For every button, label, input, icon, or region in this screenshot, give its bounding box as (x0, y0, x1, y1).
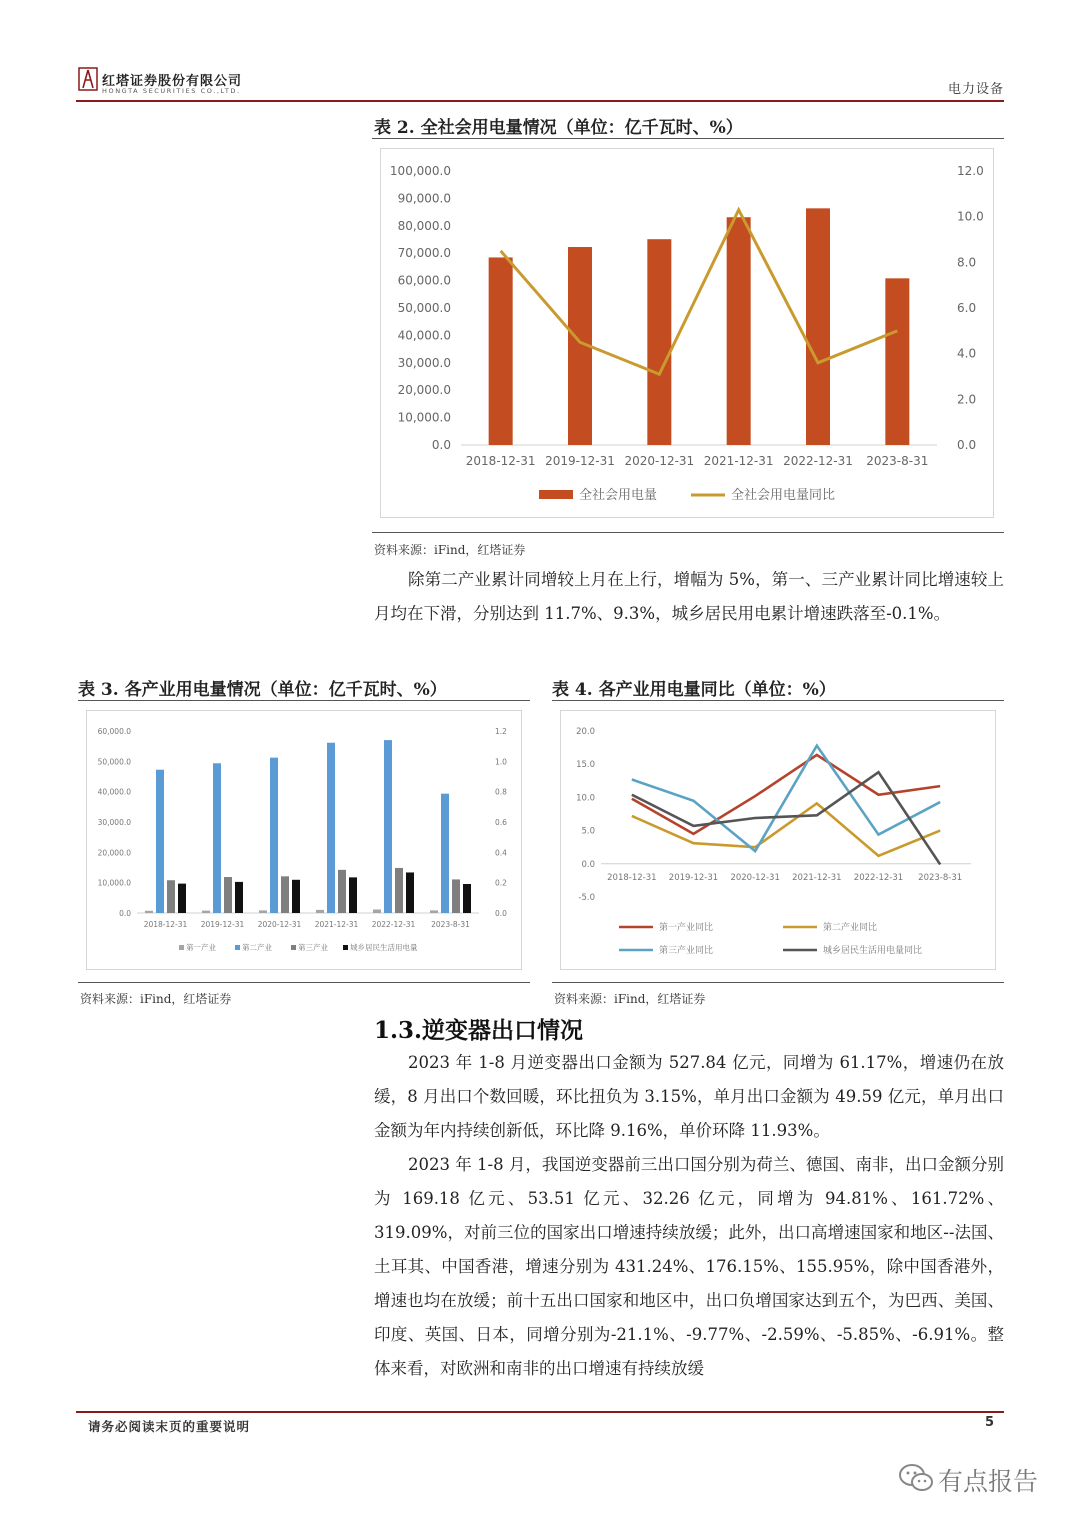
legend-label-secondary-yoy: 第二产业同比 (823, 923, 878, 933)
legend-swatch-total-consumption (539, 490, 573, 499)
y-left-tick-label: 80,000.0 (397, 218, 451, 233)
x-tick-label: 2021-12-31 (703, 454, 774, 468)
header-rule (76, 100, 1004, 102)
bar-tertiary-industry (281, 876, 289, 913)
bar-secondary-industry (270, 758, 278, 913)
chart-industry-consumption-svg (87, 711, 521, 969)
y-left-tick-label: 0.0 (431, 438, 451, 452)
legend-label-tertiary-yoy: 第三产业同比 (659, 946, 714, 956)
bar-residential (178, 884, 186, 913)
y-left-tick-label: 50,000.0 (97, 757, 131, 767)
bar-primary-industry (145, 911, 153, 913)
y-left-tick-label: 20,000.0 (97, 848, 131, 858)
y-right-tick-label: 12.0 (957, 164, 984, 178)
bar-tertiary-industry (224, 877, 232, 913)
watermark-text: 有点报告 (938, 1467, 1039, 1496)
x-tick-label: 2022-12-31 (371, 920, 416, 929)
table4-title (552, 675, 836, 700)
bar-residential (292, 880, 300, 913)
footer-rule (76, 1411, 1004, 1413)
table2-source: 资料来源：iFind，红塔证券 (374, 543, 526, 557)
y-right-tick-label: 10.0 (957, 209, 984, 224)
table2-title-text: 全社会用电量情况（单位：亿千瓦时、%） (420, 118, 743, 138)
y-left-tick-label: 60,000.0 (97, 727, 131, 736)
legend-label-total-consumption-yoy: 全社会用电量同比 (731, 488, 836, 503)
bar-tertiary-industry (338, 870, 346, 913)
chart-industry-yoy (560, 710, 996, 970)
bar-tertiary-industry (167, 880, 175, 913)
y-left-tick-label: 0.0 (119, 909, 131, 918)
bar-total-consumption (806, 208, 830, 445)
y-right-tick-label: 0.4 (495, 848, 507, 858)
legend-label-primary-industry: 第一产业 (186, 943, 216, 952)
bar-total-consumption (885, 278, 909, 445)
y-tick-label: -5.0 (578, 893, 595, 903)
bar-secondary-industry (156, 770, 164, 913)
y-left-tick-label: 40,000.0 (97, 787, 131, 797)
legend-swatch-residential (343, 945, 348, 950)
bar-secondary-industry (384, 740, 392, 913)
section-heading: 1.3.逆变器出口情况 (374, 1017, 584, 1044)
table3-label: 表 3. (78, 680, 119, 700)
x-tick-label: 2023-8-31 (918, 872, 963, 883)
paragraph-industry-growth: 除第二产业累计同增较上月在上行，增幅为 5%，第一、三产业累计同比增速较上月均在下滑，分别达到 11.7%、9.3%，城乡居民用电累计增速跌落至-0.1%。 (374, 570, 1004, 623)
bar-tertiary-industry (395, 868, 403, 913)
y-left-tick-label: 30,000.0 (97, 818, 131, 827)
x-tick-label: 2022-12-31 (853, 872, 904, 883)
x-tick-label: 2022-12-31 (783, 454, 853, 468)
x-tick-label: 2020-12-31 (730, 872, 780, 883)
chart-total-consumption-svg (381, 149, 993, 517)
table4-top-rule (552, 700, 1004, 701)
x-tick-label: 2018-12-31 (607, 872, 657, 883)
y-tick-label: 0.0 (581, 859, 595, 870)
y-right-tick-label: 2.0 (957, 392, 977, 407)
bar-tertiary-industry (452, 879, 460, 913)
y-left-tick-label: 40,000.0 (397, 328, 451, 343)
bar-primary-industry (316, 910, 324, 913)
bar-secondary-industry (213, 763, 221, 913)
legend-label-primary-yoy: 第一产业同比 (659, 923, 714, 933)
x-tick-label: 2019-12-31 (545, 454, 615, 468)
legend-label-secondary-industry: 第二产业 (242, 943, 272, 952)
legend-swatch-primary-industry (179, 945, 184, 950)
y-right-tick-label: 0.0 (957, 438, 977, 452)
y-left-tick-label: 30,000.0 (397, 355, 451, 370)
bar-secondary-industry (327, 743, 335, 913)
section-tag: 电力设备 (947, 82, 1004, 97)
bar-residential (235, 882, 243, 913)
bar-residential (463, 884, 471, 913)
table2-title (374, 113, 743, 138)
table3-title (78, 675, 447, 700)
table2-top-rule (372, 138, 1004, 139)
y-left-tick-label: 60,000.0 (397, 273, 451, 288)
y-left-tick-label: 50,000.0 (397, 301, 451, 315)
legend-label-tertiary-industry: 第三产业 (298, 943, 328, 952)
table3-bottom-rule (78, 982, 530, 983)
chart-industry-yoy-svg (561, 711, 995, 969)
bar-residential (349, 877, 357, 913)
x-tick-label: 2023-8-31 (431, 920, 470, 929)
y-right-tick-label: 4.0 (957, 346, 977, 361)
y-right-tick-label: 0.2 (495, 878, 507, 888)
company-name-cn: 红塔证券股份有限公司 (102, 74, 243, 89)
y-right-tick-label: 1.0 (495, 757, 507, 767)
bar-secondary-industry (441, 794, 449, 913)
table4-title-text: 各产业用电量同比（单位：%） (598, 680, 836, 700)
table2-label: 表 2. (374, 118, 415, 138)
y-right-tick-label: 8.0 (957, 255, 977, 270)
y-left-tick-label: 20,000.0 (397, 383, 451, 398)
y-left-tick-label: 10,000.0 (397, 410, 451, 425)
y-left-tick-label: 90,000.0 (397, 191, 451, 206)
y-right-tick-label: 6.0 (957, 301, 977, 315)
x-tick-label: 2019-12-31 (668, 872, 719, 883)
wechat-icon (898, 1462, 934, 1498)
table3-top-rule (78, 700, 530, 701)
paragraph-export-countries: 2023 年 1-8 月，我国逆变器前三出口国分别为荷兰、德国、南非，出口金额分别为 169.18 亿元、53.51 亿元、32.26 亿元，同增为 94.81%、161.72%、319.09%，对前三位的国家出口增速持续放缓；此外，出口高增速国家和地区--法国、土耳其、中国香港，增速分别为 431.24%、176.15%、155.95%，除中国香港外，增速也均在放缓；前十五出口国家和地区中，出口负增国家达到五个，为巴西、美国、印度、英国、日本，同增分别为-21.1%、-9.77%、-2.59%、-5.85%、-6.91%。整体来看，对欧洲和南非的出口增速有持续放缓 (374, 1155, 1004, 1378)
y-tick-label: 15.0 (576, 760, 595, 771)
x-tick-label: 2019-12-31 (200, 920, 245, 929)
legend-swatch-secondary-industry (235, 945, 240, 950)
table3-source: 资料来源：iFind，红塔证券 (80, 992, 232, 1006)
y-right-tick-label: 0.0 (495, 909, 507, 918)
y-tick-label: 20.0 (576, 727, 595, 737)
bar-total-consumption (489, 257, 513, 445)
company-logo (78, 66, 98, 92)
x-tick-label: 2023-8-31 (866, 454, 929, 468)
line-secondary-yoy (632, 803, 940, 855)
table3-title-text: 各产业用电量情况（单位：亿千瓦时、%） (124, 680, 447, 700)
y-right-tick-label: 0.6 (495, 818, 507, 827)
line-total-consumption-yoy (501, 210, 898, 374)
legend-label-total-consumption: 全社会用电量 (579, 488, 658, 503)
table2-bottom-rule (372, 532, 1004, 533)
bar-total-consumption (727, 217, 751, 445)
page-number: 5 (985, 1415, 995, 1430)
y-tick-label: 5.0 (581, 826, 595, 837)
chart-total-consumption (380, 148, 994, 518)
legend-swatch-tertiary-industry (291, 945, 296, 950)
table4-label: 表 4. (552, 680, 593, 700)
legend-label-residential: 城乡居民生活用电量 (350, 943, 418, 952)
y-right-tick-label: 0.8 (495, 787, 507, 797)
bar-total-consumption (647, 239, 671, 445)
bar-primary-industry (202, 911, 210, 913)
x-tick-label: 2020-12-31 (257, 920, 302, 929)
y-left-tick-label: 70,000.0 (397, 246, 451, 261)
table4-source: 资料来源：iFind，红塔证券 (554, 992, 706, 1006)
y-left-tick-label: 10,000.0 (97, 878, 131, 888)
bar-primary-industry (259, 910, 267, 913)
company-name-en: HONGTA SECURITIES CO.,LTD. (102, 87, 241, 95)
x-tick-label: 2021-12-31 (314, 920, 359, 929)
bar-primary-industry (430, 910, 438, 913)
x-tick-label: 2021-12-31 (792, 872, 842, 883)
footer-note: 请务必阅读末页的重要说明 (88, 1419, 251, 1434)
paragraph-inverter-export: 2023 年 1-8 月逆变器出口金额为 527.84 亿元，同增为 61.17%，增速仍在放缓，8 月出口个数回暖，环比扭负为 3.15%，单月出口金额为 49.59 亿元，单月出口金额为年内持续创新低，环比降 9.16%，单价环降 11.93%。 (374, 1053, 1004, 1140)
bar-residential (406, 872, 414, 913)
y-right-tick-label: 1.2 (495, 727, 507, 736)
bar-primary-industry (373, 910, 381, 913)
legend-label-residential-yoy: 城乡居民生活用电量同比 (823, 946, 923, 956)
x-tick-label: 2018-12-31 (143, 920, 188, 929)
y-left-tick-label: 100,000.0 (389, 164, 451, 178)
table4-bottom-rule (552, 982, 1004, 983)
chart-industry-consumption (86, 710, 522, 970)
x-tick-label: 2018-12-31 (465, 454, 536, 468)
x-tick-label: 2020-12-31 (624, 454, 695, 468)
y-tick-label: 10.0 (576, 793, 595, 804)
